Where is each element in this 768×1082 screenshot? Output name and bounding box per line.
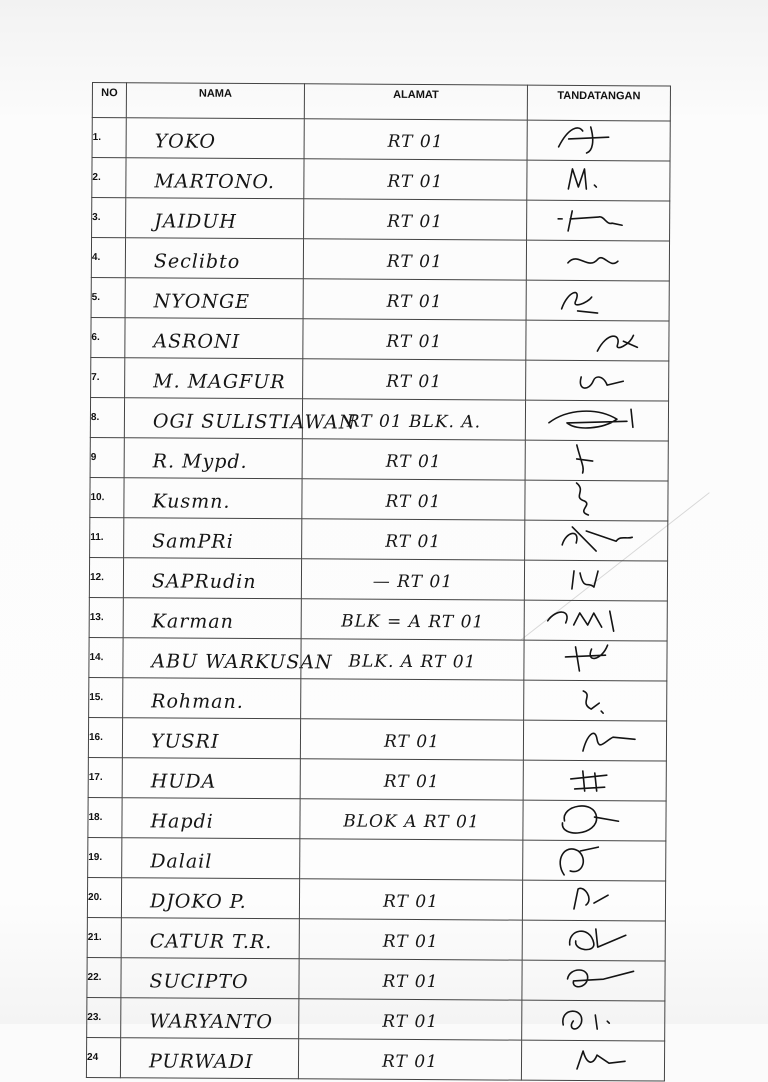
name-cell: [123, 638, 301, 679]
signature-cell: [524, 640, 667, 681]
handwritten-name: M. MAGFUR: [125, 364, 286, 393]
row-number: 19.: [88, 837, 122, 877]
signature-icon: [538, 161, 658, 196]
signature-icon: [534, 841, 654, 876]
handwritten-address: — RT 01: [373, 567, 453, 591]
name-cell: [123, 598, 301, 639]
table-row: [86, 1037, 664, 1081]
row-number: 24: [86, 1037, 120, 1077]
row-number: 1.: [92, 118, 126, 158]
name-cell: [121, 878, 299, 919]
handwritten-name: Dalail: [122, 844, 212, 873]
header-nama: NAMA: [126, 83, 304, 119]
signature-icon: [534, 881, 654, 916]
name-cell: [126, 198, 304, 239]
table-row: [89, 677, 667, 721]
table-row: [87, 917, 665, 961]
row-number: 20.: [87, 877, 121, 917]
handwritten-name: Karman: [124, 604, 234, 633]
signature-icon: [533, 961, 653, 996]
signature-icon: [536, 561, 656, 596]
table-row: [91, 317, 669, 361]
table-row: [92, 158, 670, 202]
handwritten-name: PURWADI: [121, 1044, 254, 1073]
signature-cell: [523, 720, 666, 761]
address-cell: [303, 239, 526, 280]
row-number: 10.: [90, 477, 124, 517]
address-cell: [302, 399, 525, 440]
signature-icon: [534, 801, 654, 836]
handwritten-name: SAPRudin: [124, 564, 257, 593]
name-cell: [125, 358, 303, 399]
handwritten-name: MARTONO.: [126, 164, 275, 193]
address-cell: [302, 519, 525, 560]
table-row: [91, 357, 669, 401]
signature-cell: [522, 880, 665, 921]
table-row: [87, 877, 665, 921]
signature-cell: [525, 480, 668, 521]
signature-icon: [538, 281, 658, 316]
signature-cell: [526, 360, 669, 401]
signature-cell: [526, 240, 669, 281]
attendance-sheet: [87, 82, 670, 889]
row-number: 15.: [89, 677, 123, 717]
handwritten-address: RT 01: [385, 487, 441, 511]
signature-cell: [525, 440, 668, 481]
address-cell: [300, 759, 523, 800]
table-row: [90, 517, 668, 561]
signature-icon: [533, 1001, 653, 1036]
handwritten-address: RT 01: [387, 287, 443, 311]
handwritten-name: YUSRI: [123, 724, 220, 753]
row-number: 14.: [89, 637, 123, 677]
name-cell: [123, 678, 301, 719]
handwritten-address: RT 01: [386, 367, 442, 391]
handwritten-address: RT 01: [386, 447, 442, 471]
name-cell: [122, 798, 300, 839]
address-cell: [300, 799, 523, 840]
signature-icon: [536, 481, 656, 516]
row-number: 17.: [88, 757, 122, 797]
signature-cell: [521, 1040, 664, 1081]
address-cell: [301, 639, 524, 680]
handwritten-name: Hapdi: [122, 804, 213, 833]
row-number: 21.: [87, 917, 121, 957]
address-cell: [304, 119, 527, 160]
handwritten-name: Kusmn.: [124, 484, 230, 513]
signature-cell: [525, 400, 668, 441]
address-cell: [299, 879, 522, 920]
name-cell: [123, 558, 301, 599]
name-cell: [122, 718, 300, 759]
signature-table: [86, 82, 671, 1082]
row-number: 3.: [92, 198, 126, 238]
table-row: [89, 597, 667, 641]
handwritten-address: RT 01: [382, 1007, 438, 1031]
signature-icon: [536, 601, 656, 636]
handwritten-name: YOKO: [127, 124, 217, 153]
signature-icon: [535, 641, 655, 676]
signature-cell: [523, 800, 666, 841]
table-header-row: [92, 83, 670, 122]
handwritten-address: RT 01: [384, 727, 440, 751]
row-number: 18.: [88, 797, 122, 837]
handwritten-address: RT 01: [387, 167, 443, 191]
name-cell: [121, 918, 299, 959]
handwritten-address: BLK. A RT 01: [348, 647, 476, 672]
address-cell: [300, 719, 523, 760]
row-number: 2.: [92, 158, 126, 198]
signature-cell: [524, 560, 667, 601]
handwritten-name: R. Mypd.: [125, 444, 248, 473]
handwritten-name: ABU WARKUSAN: [123, 644, 332, 673]
table-row: [90, 477, 668, 521]
table-row: [89, 557, 667, 601]
handwritten-name: JAIDUH: [126, 204, 237, 233]
address-cell: [304, 199, 527, 240]
row-number: 6.: [91, 317, 125, 357]
handwritten-address: RT 01: [387, 247, 443, 271]
table-body: [86, 118, 670, 1082]
address-cell: [302, 479, 525, 520]
address-cell: [304, 159, 527, 200]
table-row: [88, 757, 666, 801]
name-cell: [121, 998, 299, 1039]
handwritten-name: WARYANTO: [121, 1004, 273, 1033]
signature-cell: [526, 320, 669, 361]
table-row: [87, 957, 665, 1001]
signature-cell: [527, 160, 670, 201]
signature-icon: [533, 1041, 653, 1076]
signature-icon: [537, 401, 657, 436]
row-number: 16.: [88, 717, 122, 757]
address-cell: [300, 839, 523, 880]
handwritten-address: RT 01: [382, 967, 438, 991]
name-cell: [124, 398, 302, 439]
table-row: [92, 118, 670, 162]
name-cell: [122, 838, 300, 879]
signature-cell: [523, 760, 666, 801]
address-cell: [303, 359, 526, 400]
signature-cell: [522, 960, 665, 1001]
header-no: NO: [92, 83, 126, 118]
signature-icon: [534, 921, 654, 956]
row-number: 5.: [91, 277, 125, 317]
name-cell: [121, 958, 299, 999]
address-cell: [299, 959, 522, 1000]
table-row: [87, 997, 665, 1041]
name-cell: [124, 518, 302, 559]
name-cell: [126, 118, 304, 159]
handwritten-address: RT 01: [383, 927, 439, 951]
handwritten-name: ASRONI: [125, 324, 240, 353]
handwritten-name: Rohman.: [123, 684, 244, 713]
handwritten-address: RT 01: [387, 207, 443, 231]
address-cell: [303, 279, 526, 320]
signature-icon: [537, 441, 657, 476]
signature-cell: [526, 280, 669, 321]
handwritten-address: RT 01: [388, 127, 444, 151]
name-cell: [120, 1038, 298, 1079]
row-number: 7.: [91, 357, 125, 397]
signature-icon: [537, 321, 657, 356]
table-row: [89, 637, 667, 681]
handwritten-name: NYONGE: [126, 284, 251, 313]
handwritten-name: OGI SULISTIAWAN: [125, 404, 357, 433]
handwritten-address: BLK = A RT 01: [341, 607, 484, 632]
address-cell: [298, 1039, 521, 1080]
address-cell: [299, 999, 522, 1040]
handwritten-name: SUCIPTO: [121, 964, 248, 993]
table-row: [91, 238, 669, 282]
signature-cell: [522, 920, 665, 961]
handwritten-name: DJOKO P.: [122, 884, 247, 913]
row-number: 4.: [91, 238, 125, 278]
signature-icon: [536, 521, 656, 556]
handwritten-name: Seclibto: [126, 244, 240, 273]
signature-cell: [524, 680, 667, 721]
handwritten-name: HUDA: [123, 764, 217, 793]
handwritten-address: RT 01: [385, 527, 441, 551]
table-row: [91, 277, 669, 321]
table-row: [88, 717, 666, 761]
name-cell: [125, 318, 303, 359]
name-cell: [125, 278, 303, 319]
signature-icon: [538, 241, 658, 276]
signature-cell: [524, 600, 667, 641]
signature-icon: [539, 121, 659, 156]
signature-icon: [538, 201, 658, 236]
table-row: [90, 397, 668, 441]
row-number: 23.: [87, 997, 121, 1037]
signature-cell: [525, 520, 668, 561]
handwritten-address: BLOK A RT 01: [343, 807, 480, 832]
address-cell: [302, 439, 525, 480]
handwritten-name: SamPRi: [124, 524, 234, 553]
signature-cell: [527, 120, 670, 161]
name-cell: [122, 758, 300, 799]
row-number: 12.: [89, 557, 123, 597]
table-row: [88, 837, 666, 881]
row-number: 22.: [87, 957, 121, 997]
signature-icon: [535, 761, 655, 796]
signature-cell: [522, 1000, 665, 1041]
handwritten-name: CATUR T.R.: [122, 924, 273, 953]
row-number: 9: [90, 437, 124, 477]
name-cell: [125, 238, 303, 279]
row-number: 13.: [89, 597, 123, 637]
table-row: [88, 797, 666, 841]
header-alamat: ALAMAT: [304, 84, 527, 120]
row-number: 8.: [90, 397, 124, 437]
name-cell: [124, 478, 302, 519]
handwritten-address: RT 01: [386, 327, 442, 351]
signature-icon: [537, 361, 657, 396]
signature-icon: [535, 721, 655, 756]
signature-cell: [523, 840, 666, 881]
table-row: [90, 437, 668, 481]
handwritten-address: RT 01: [383, 887, 439, 911]
handwritten-address: RT 01: [382, 1047, 438, 1071]
address-cell: [301, 559, 524, 600]
signature-cell: [527, 200, 670, 241]
header-tandatangan: TANDATANGAN: [527, 85, 670, 121]
row-number: 11.: [90, 517, 124, 557]
name-cell: [124, 438, 302, 479]
address-cell: [301, 599, 524, 640]
address-cell: [299, 919, 522, 960]
signature-icon: [535, 681, 655, 716]
name-cell: [126, 158, 304, 199]
address-cell: [301, 679, 524, 720]
address-cell: [303, 319, 526, 360]
handwritten-address: RT 01: [384, 767, 440, 791]
table-row: [92, 198, 670, 242]
handwritten-address: RT 01 BLK. A.: [347, 407, 481, 432]
